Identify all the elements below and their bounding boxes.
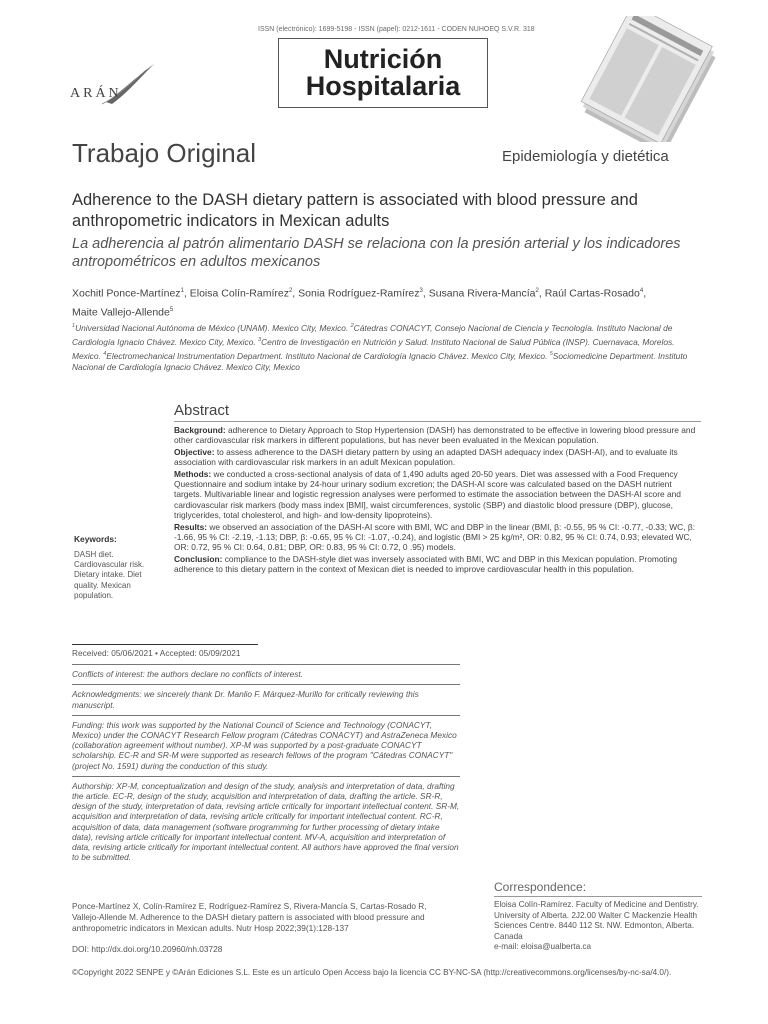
author-affiliation-number: 4 — [639, 288, 644, 294]
keywords-heading: Keywords: — [74, 534, 117, 544]
abstract-background-text: adherence to Dietary Approach to Stop Hypertension (DASH) has demonstrated to be effective in lowering blood pressure and other cardiovascular risk markers in different populations, but has never been evaluated in the Mexican population. — [174, 425, 696, 446]
abstract-conclusion — [174, 554, 701, 574]
abstract-methods-label: Methods: — [174, 469, 212, 479]
author-affiliation-number: 2 — [535, 288, 539, 294]
publisher-logo: ARÁN — [70, 86, 122, 101]
correspondence-heading: Correspondence: — [494, 880, 587, 894]
article-title-english: Adherence to the DASH dietary pattern is associated with blood pressure and anthropometric indicators in Mexican adults — [72, 191, 638, 230]
abstract-conclusion-label: Conclusion: — [174, 553, 223, 564]
author: Susana Rivera-Mancía — [428, 287, 536, 300]
copyright-notice: ©Copyright 2022 SENPE y ©Arán Ediciones S.L. Este es un artículo Open Access bajo la licencia CC BY-NC-SA (http://creativecommons.org/licenses/by-nc-sa/4.0/). — [72, 968, 672, 977]
authorship: Authorship: XP-M, conceptualization and design of the study, analysis and interpretation of data, drafting the article. EC-R, design of the study, acquisition and interpretation of data, drafting the article. SR-R, design of the study, interpretation of data, revising article critically for important intellectual content. SR-M, acquisition and interpretation of data, revising article critically for important intellectual content. RC-R, acquisition of data, data management (software programming for further processing of dietary intake data), revising article critically for important intellectual content. MV-A, acquisition and interpretation of data, revising article critically for important intellectual content. All authors have approved the final version to be submitted. — [72, 776, 460, 863]
citation: Ponce-Martínez X, Colín-Ramírez E, Rodríguez-Ramírez S, Rivera-Mancía S, Cartas-Rosado R, Vallejo-Allende M. Adherence to the DASH dietary pattern is associated with blood pressure and anthropometric indicators in Mexican adults. Nutr Hosp 2022;39(1):128-137 — [72, 901, 427, 933]
affiliation: Cátedras CONACYT, Consejo Nacional de Ciencia y Tecnología. Instituto Nacional de Cardiología Ignacio Chávez. Mexico City, Mexico. — [72, 322, 673, 347]
author: Xochitl Ponce-Martínez — [72, 287, 181, 300]
journal-title-line1: Nutrición — [323, 44, 443, 74]
author-affiliation-number: 5 — [169, 306, 174, 313]
article-notes — [72, 648, 460, 867]
affiliation-number: 2 — [350, 323, 354, 329]
abstract-results — [174, 522, 701, 553]
author: Eloisa Colín-Ramírez — [189, 287, 289, 300]
abstract-conclusion-text: compliance to the DASH-style diet was inversely associated with BMI, WC and DBP in this Mexican population. Promoting adherence to this dietary pattern in the context of Mexican diet is needed to improve cardiovascular health in this population. — [174, 553, 678, 575]
correspondence-address: Eloisa Colín-Ramírez. Faculty of Medicine and Dentistry. University of Alberta. 2J2.00 Walter C Mackenzie Health Sciences Centre. 8440 112 St. NW. Edmonton, Alberta. Canada — [494, 900, 699, 941]
author-list: Xochitl Ponce-Martínez$^1$, Eloisa Colín-Ramírez$^2$, Sonia Rodríguez-Ramírez$^3$, Susana Rivera-Mancía$^2$, Raúl Cartas-Rosado$^4$, Maite Vallejo-Allende$^5$ — [72, 287, 647, 318]
author-affiliation-number: 1 — [180, 288, 184, 294]
funding: Funding: this work was supported by the National Council of Science and Technology (CONACYT, Mexico) under the CONACYT Research Fellow program (Cátedras CONACYT) and AstraZeneca Mexico (collaboration agreement without number). XP-M was supported by a post-graduate CONACYT scholarship. EC-R and SR-M were supported as research fellows of the program "Cátedras CONACYT" (project No. 1591) during the conduction of this study. — [72, 715, 460, 771]
abstract-methods — [174, 469, 701, 520]
affiliation: Universidad Nacional Autónoma de México (UNAM). Mexico City, Mexico. — [75, 322, 349, 333]
author: Raúl Cartas-Rosado — [544, 287, 640, 300]
abstract-methods-text: we conducted a cross-sectional analysis of data of 1,490 adults aged 20-50 years. Diet was assessed with a Food Frequency Questionnaire and sodium intake by 24-hour urinary sodium excretion; the DASH-AI score was calculated based on the DASH nutrient targets. Multivariable linear and logistic regression analyses were performed to estimate the association between the DASH-AI score and cardiovascular risk markers (body mass index [BMI], waist circumferences, systolic (SBP) and diastolic blood pressure (DBP), glucose, triglycerides, total cholesterol, and high- and low-density lipoproteins). — [174, 469, 681, 520]
author-affiliation-number: 3 — [419, 288, 423, 294]
correspondence-email[interactable]: e-mail: eloisa@ualberta.ca — [494, 942, 592, 952]
journal-title — [280, 46, 486, 100]
section-type: Trabajo Original — [72, 138, 257, 168]
author: Maite Vallejo-Allende — [72, 306, 170, 318]
abstract-body — [174, 425, 701, 576]
affiliation: Electromechanical Instrumentation Department. Instituto Nacional de Cardiología Ignacio Chávez. Mexico City, Mexico. — [106, 350, 548, 361]
affiliation-number: 4 — [103, 350, 107, 357]
abstract-objective-text: to assess adherence to the DASH dietary pattern by using an adapted DASH adequacy index (DASH-AI), and to evaluate its association with cardiovascular risk markers in an adult Mexican population. — [174, 447, 678, 468]
received-accepted-dates: Received: 05/06/2021 • Accepted: 05/09/2021 — [72, 648, 241, 658]
keywords-list: DASH diet. Cardiovascular risk. Dietary intake. Diet quality. Mexican population. — [74, 550, 145, 600]
affiliation: Sociomedicine Department. Instituto Nacional de Cardiología Ignacio Chávez. Mexico City, Mexico — [72, 350, 688, 373]
conflicts-of-interest: Conflicts of interest: the authors declare no conflicts of interest. — [72, 664, 460, 679]
abstract-results-text: we observed an association of the DASH-AI score with BMI, WC and DBP in the linear (BMI, β: -0.55, 95 % CI: -0.77, -0.33; WC, β: -1.66, 95 % CI: -2.19, -1.13; DBP, β: -0.65, 95 % CI: -1.07, -0.24), and logistic (BMI > 25 kg/m², OR: 0.82, 95 % CI: 0.74, 0.93; elevated WC, OR: 0.72, 95 % CI: 0.64, 0.81; DBP, OR: 0.83, 95 % CI: 0.72, 0 .95) models. — [174, 521, 696, 553]
correspondence-divider — [494, 896, 702, 897]
doi-link[interactable]: DOI: http://dx.doi.org/10.20960/nh.03728 — [72, 944, 223, 954]
affiliations — [72, 320, 702, 373]
abstract-results-label: Results: — [174, 521, 208, 532]
issn-line: ISSN (electrónico): 1699-5198 - ISSN (papel): 0212-1611 - CODEN NUHOEQ S.V.R. 318 — [258, 26, 535, 33]
author: Sonia Rodríguez-Ramírez — [298, 287, 420, 300]
abstract-objective — [174, 447, 701, 467]
received-divider — [72, 644, 258, 645]
journal-stack-icon — [572, 16, 732, 142]
article-title-spanish: La adherencia al patrón alimentario DASH se relaciona con la presión arterial y los indicadores antropométricos en adultos mexicanos — [72, 236, 681, 270]
abstract-heading: Abstract — [174, 402, 230, 419]
affiliation-number: 3 — [258, 336, 262, 343]
section-topic: Epidemiología y dietética — [502, 148, 669, 165]
abstract-divider — [174, 421, 701, 422]
abstract-background — [174, 425, 701, 445]
affiliation-number: 1 — [72, 323, 76, 329]
affiliation-number: 5 — [549, 350, 553, 357]
correspondence-body — [494, 900, 704, 953]
abstract-background-label: Background: — [174, 425, 226, 435]
acknowledgments: Acknowledgments: we sincerely thank Dr. Manlio F. Márquez-Murillo for critically reviewing this manuscript. — [72, 684, 460, 709]
affiliation: Centro de Investigación en Nutrición y Salud. Instituto Nacional de Salud Pública (INSP). Cuernavaca, Morelos. Mexico. — [72, 336, 675, 361]
author-affiliation-number: 2 — [288, 288, 293, 294]
abstract-objective-label: Objective: — [174, 447, 215, 457]
journal-title-line2: Hospitalaria — [305, 71, 461, 101]
